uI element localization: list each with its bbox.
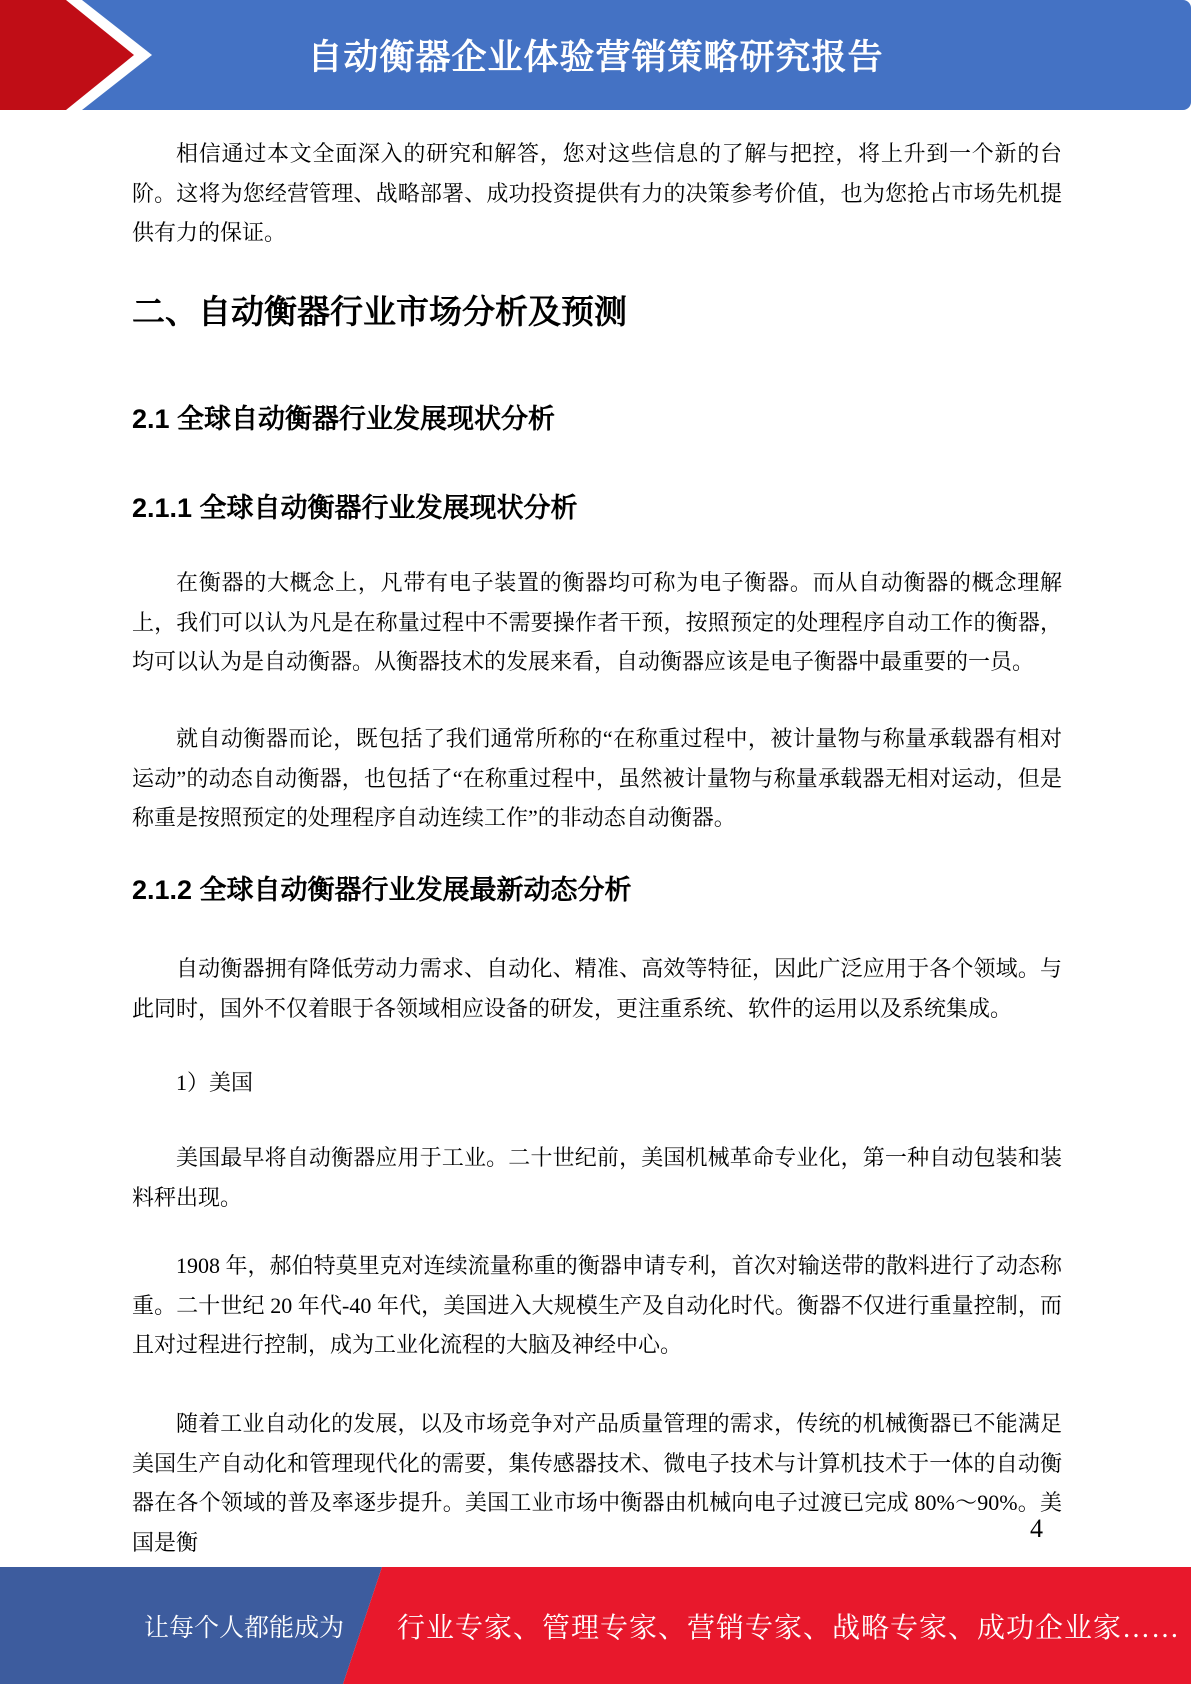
- red-arrow-icon: [0, 0, 160, 110]
- heading-chapter-2: 二、自动衡器行业市场分析及预测: [132, 293, 627, 330]
- footer-slogan-right: 行业专家、管理专家、营销专家、战略专家、成功企业家……: [397, 1612, 1181, 1644]
- page-footer: [0, 1567, 1191, 1684]
- paragraph-definition: 在衡器的大概念上，凡带有电子装置的衡器均可称为电子衡器。而从自动衡器的概念理解上，我们可以认为凡是在称量过程中不需要操作者干预，按照预定的处理程序自动工作的衡器，均可以认为是自动衡器。从衡器技术的发展来看，自动衡器应该是电子衡器中最重要的一员。: [132, 570, 1062, 674]
- paragraph-usa-history: 美国最早将自动衡器应用于工业。二十世纪前，美国机械革命专业化，第一种自动包装和装料秤出现。: [132, 1145, 1062, 1210]
- heading-2-1: 2.1 全球自动衡器行业发展现状分析: [132, 404, 556, 434]
- paragraph-1908-patent: 1908 年，郝伯特莫里克对连续流量称重的衡器申请专利，首次对输送带的散料进行了动态称重。二十世纪 20 年代-40 年代，美国进入大规模生产及自动化时代。衡器不仅进行重量控制，而且对过程进行控制，成为工业化流程的大脑及神经中心。: [132, 1253, 1062, 1357]
- paragraph-scope: 就自动衡器而论，既包括了我们通常所称的“在称重过程中，被计量物与称量承载器有相对运动”的动态自动衡器，也包括了“在称重过程中，虽然被计量物与称量承载器无相对运动，但是称重是按照预定的处理程序自动连续工作”的非动态自动衡器。: [132, 726, 1062, 830]
- report-title: 自动衡器企业体验营销策略研究报告: [307, 38, 884, 77]
- heading-2-1-2: 2.1.2 全球自动衡器行业发展最新动态分析: [132, 875, 632, 905]
- page-header-banner: [0, 0, 1191, 110]
- paragraph-industrial-automation: 随着工业自动化的发展，以及市场竞争对产品质量管理的需求，传统的机械衡器已不能满足美国生产自动化和管理现代化的需要，集传感器技术、微电子技术与计算机技术于一体的自动衡器在各个领域的普及率逐步提升。美国工业市场中衡器由机械向电子过渡已完成 80%～90%。美国是衡: [132, 1411, 1062, 1555]
- page-number: 4: [1030, 1514, 1043, 1543]
- list-item-usa: 1）美国: [176, 1070, 254, 1095]
- paragraph-intro: 相信通过本文全面深入的研究和解答，您对这些信息的了解与把控，将上升到一个新的台阶。这将为您经营管理、战略部署、成功投资提供有力的决策参考价值，也为您抢占市场先机提供有力的保证。: [132, 141, 1062, 245]
- footer-slogan-left: 让每个人都能成为: [143, 1614, 344, 1642]
- paragraph-features: 自动衡器拥有降低劳动力需求、自动化、精准、高效等特征，因此广泛应用于各个领域。与此同时，国外不仅着眼于各领域相应设备的研发，更注重系统、软件的运用以及系统集成。: [132, 956, 1062, 1021]
- heading-2-1-1: 2.1.1 全球自动衡器行业发展现状分析: [132, 493, 578, 523]
